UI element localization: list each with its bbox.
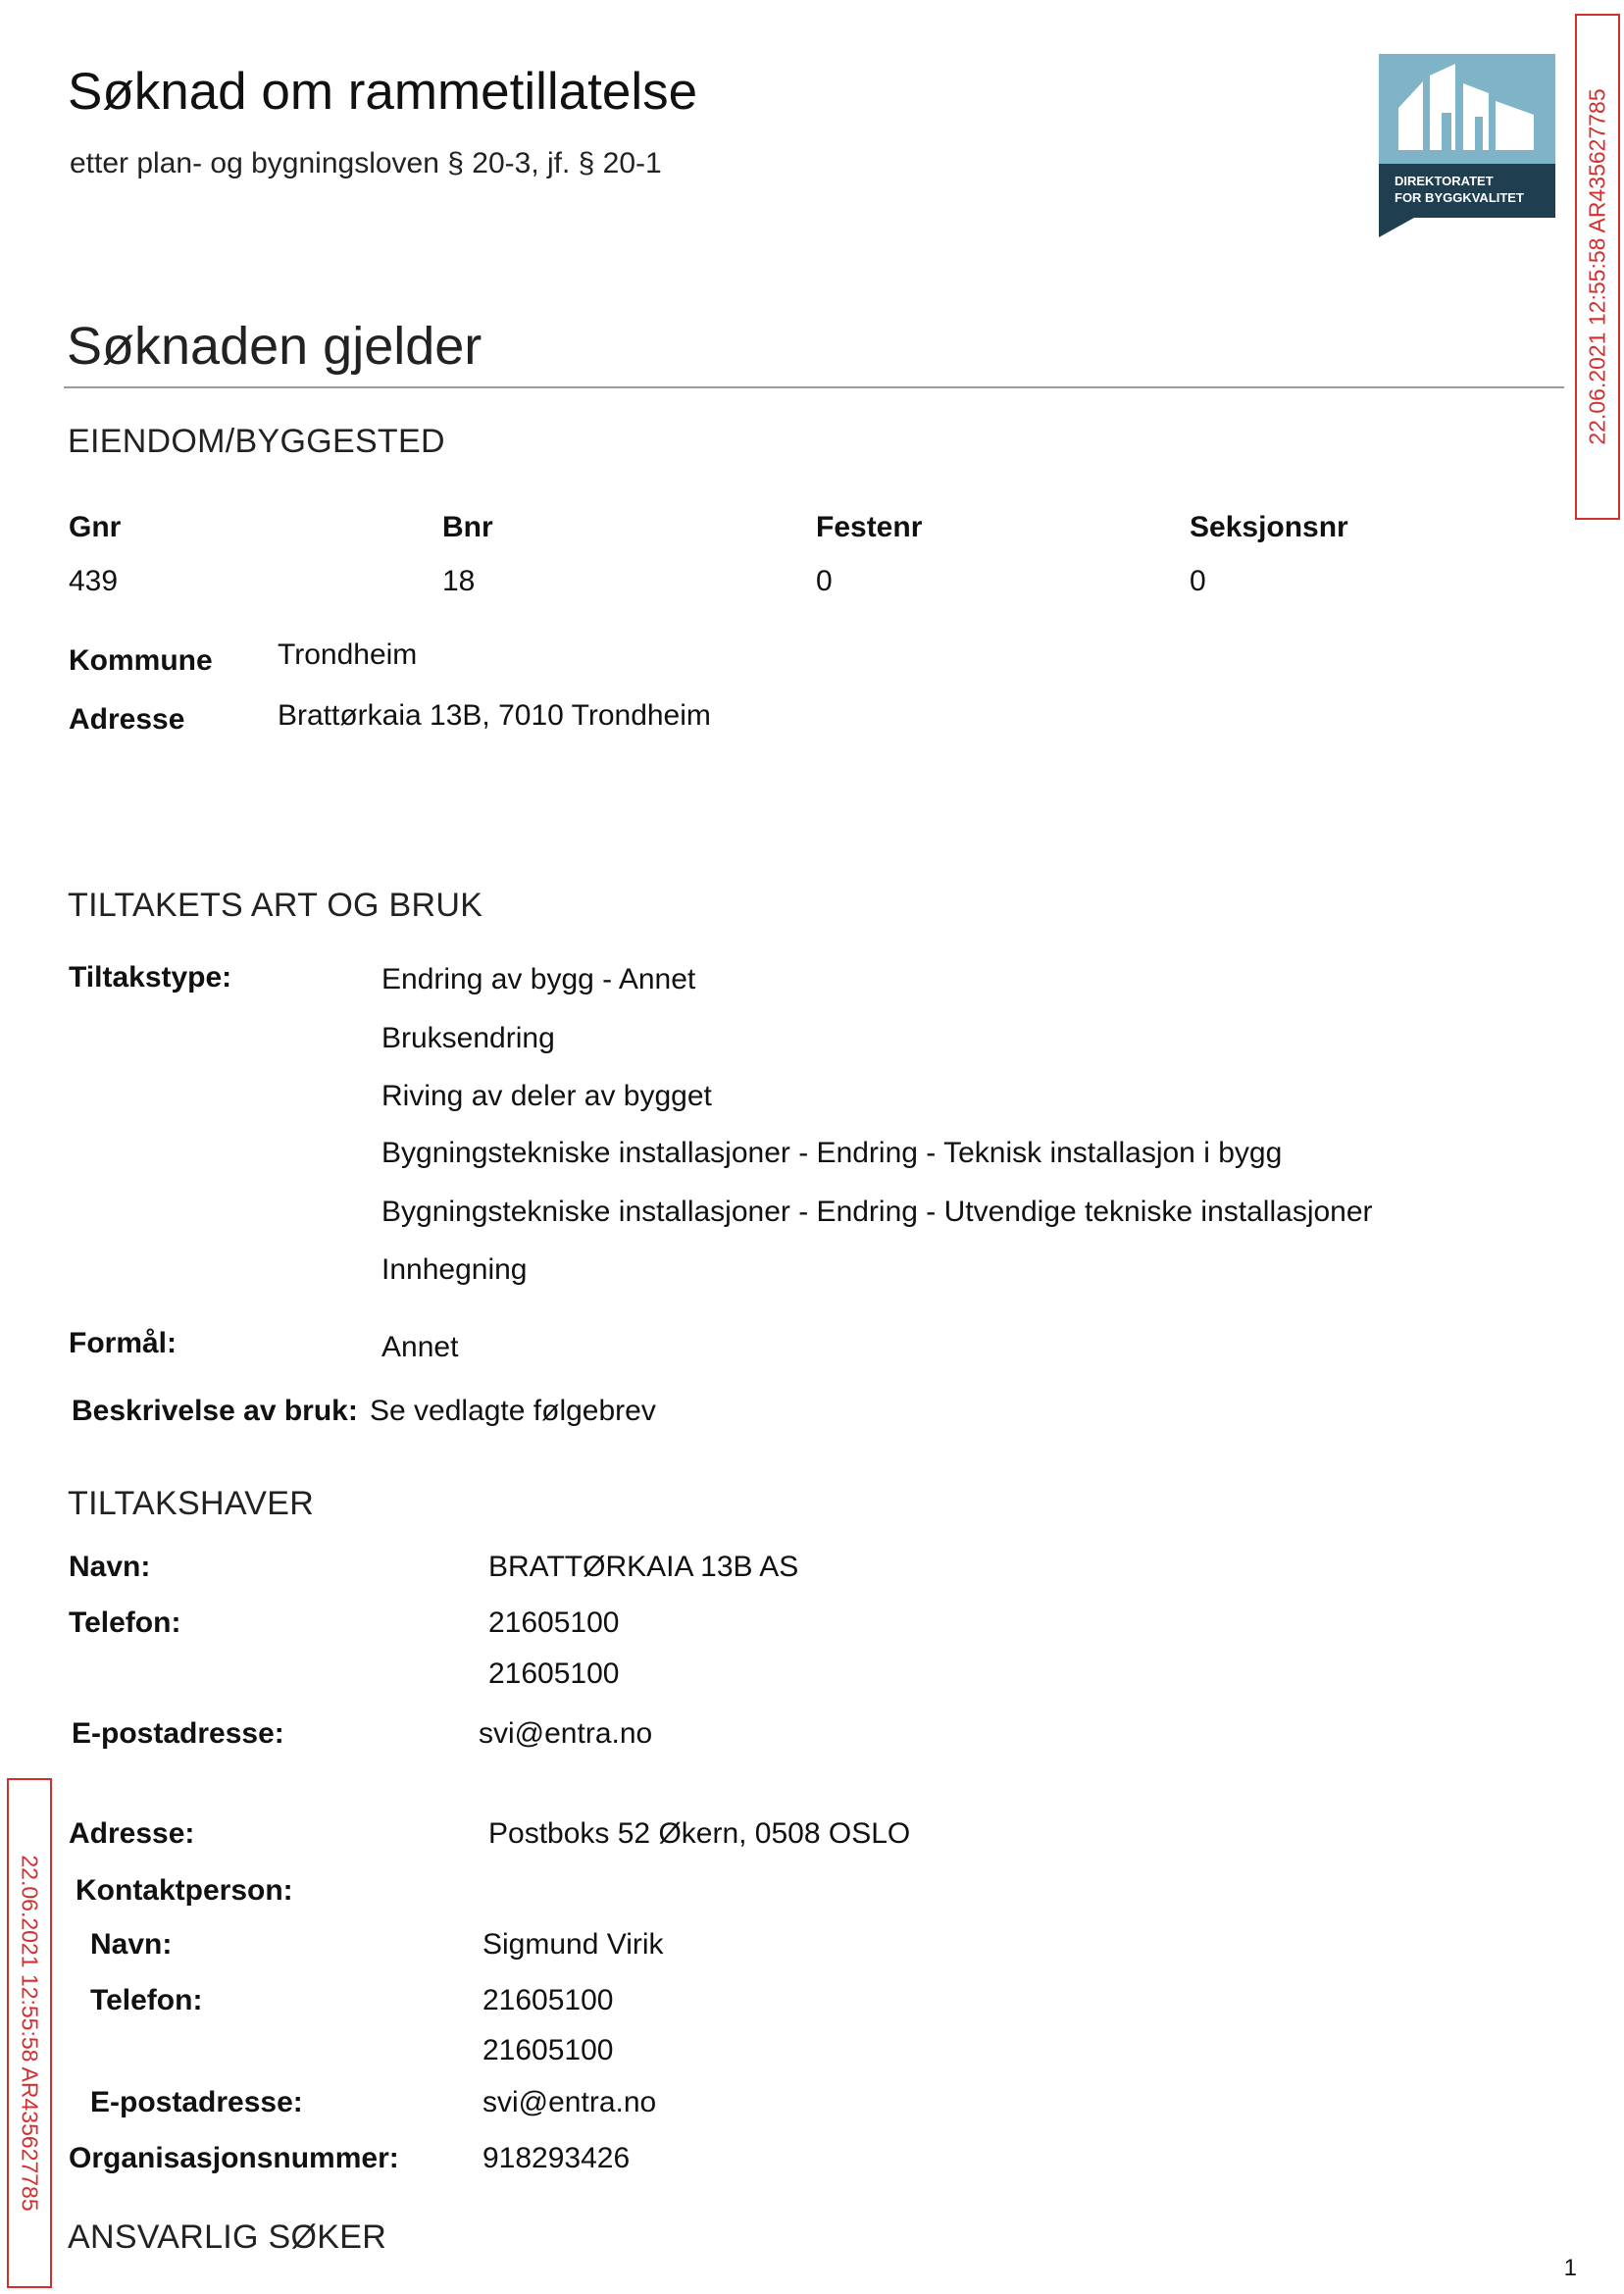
- archive-stamp-left: [7, 1778, 52, 2288]
- document-subtitle: etter plan- og bygningsloven § 20-3, jf. § 20-1: [70, 147, 662, 179]
- beskrivelse-value: Se vedlagte følgebrev: [370, 1395, 656, 1427]
- logo-text-line-1: DIREKTORATET: [1395, 174, 1494, 188]
- building-icon: [1379, 54, 1555, 164]
- kontakt-epost-label: E-postadresse:: [90, 2086, 303, 2118]
- seksjonsnr-label: Seksjonsnr: [1190, 511, 1348, 543]
- seksjonsnr-value: 0: [1190, 565, 1206, 597]
- gnr-label: Gnr: [69, 511, 122, 543]
- bnr-value: 18: [442, 565, 476, 597]
- formal-value: Annet: [381, 1331, 459, 1363]
- tiltakshaver-heading: TILTAKSHAVER: [68, 1485, 315, 1522]
- tiltakstype-label: Tiltakstype:: [69, 961, 232, 994]
- tiltakshaver-adresse-label: Adresse:: [69, 1817, 195, 1850]
- tiltak-heading: TILTAKETS ART OG BRUK: [68, 887, 483, 924]
- tiltakshaver-adresse-value: Postboks 52 Økern, 0508 OSLO: [488, 1817, 911, 1850]
- document-title: Søknad om rammetillatelse: [68, 63, 698, 121]
- dibk-logo: [1379, 54, 1555, 242]
- ansvarlig-heading: ANSVARLIG SØKER: [68, 2218, 387, 2256]
- bnr-label: Bnr: [442, 511, 493, 543]
- tiltakshaver-epost-value: svi@entra.no: [479, 1717, 653, 1750]
- eiendom-heading: EIENDOM/BYGGESTED: [68, 423, 445, 460]
- tiltakstype-item: Bygningstekniske installasjoner - Endring - Utvendige tekniske installasjoner: [381, 1196, 1373, 1228]
- adresse-value: Brattørkaia 13B, 7010 Trondheim: [278, 699, 711, 732]
- beskrivelse-label: Beskrivelse av bruk:: [72, 1395, 358, 1427]
- tiltakstype-item: Endring av bygg - Annet: [381, 963, 696, 995]
- logo-text: [1395, 173, 1524, 206]
- tiltakstype-item: Bruksendring: [381, 1022, 555, 1054]
- tiltakshaver-navn-value: BRATTØRKAIA 13B AS: [488, 1551, 799, 1583]
- tiltakshaver-telefon-label: Telefon:: [69, 1606, 181, 1639]
- page-number: 1: [1563, 2255, 1577, 2281]
- kontakt-telefon-value: 21605100: [482, 1984, 614, 2016]
- orgnr-value: 918293426: [482, 2142, 631, 2174]
- festenr-label: Festenr: [816, 511, 923, 543]
- section-divider: [64, 386, 1564, 388]
- tiltakshaver-telefon-value: 21605100: [488, 1657, 620, 1690]
- stamp-text: 22.06.2021 12:55:58 AR435627785: [17, 1855, 43, 2212]
- logo-tab: [1379, 218, 1414, 237]
- kommune-label: Kommune: [69, 644, 213, 677]
- tiltakstype-item: Bygningstekniske installasjoner - Endring - Teknisk installasjon i bygg: [381, 1137, 1283, 1169]
- logo-text-line-2: FOR BYGGKVALITET: [1395, 190, 1524, 205]
- section-title: Søknaden gjelder: [67, 317, 482, 376]
- tiltakshaver-navn-label: Navn:: [69, 1551, 151, 1583]
- tiltakstype-item: Innhegning: [381, 1253, 528, 1286]
- kontakt-navn-label: Navn:: [90, 1928, 173, 1961]
- kontaktperson-label: Kontaktperson:: [76, 1874, 293, 1907]
- tiltakstype-item: Riving av deler av bygget: [381, 1080, 712, 1112]
- logo-graphic: [1379, 54, 1555, 164]
- kontakt-navn-value: Sigmund Virik: [482, 1928, 664, 1961]
- gnr-value: 439: [69, 565, 119, 597]
- kontakt-telefon-value: 21605100: [482, 2034, 614, 2066]
- archive-stamp-right: [1575, 14, 1620, 520]
- kommune-value: Trondheim: [278, 638, 418, 671]
- festenr-value: 0: [816, 565, 833, 597]
- tiltakshaver-telefon-value: 21605100: [488, 1606, 620, 1639]
- tiltakshaver-epost-label: E-postadresse:: [72, 1717, 284, 1750]
- stamp-text: 22.06.2021 12:55:58 AR435627785: [1584, 88, 1610, 445]
- formal-label: Formål:: [69, 1327, 178, 1359]
- kontakt-telefon-label: Telefon:: [90, 1984, 203, 2016]
- orgnr-label: Organisasjonsnummer:: [69, 2142, 399, 2174]
- kontakt-epost-value: svi@entra.no: [482, 2086, 657, 2118]
- adresse-label: Adresse: [69, 703, 185, 736]
